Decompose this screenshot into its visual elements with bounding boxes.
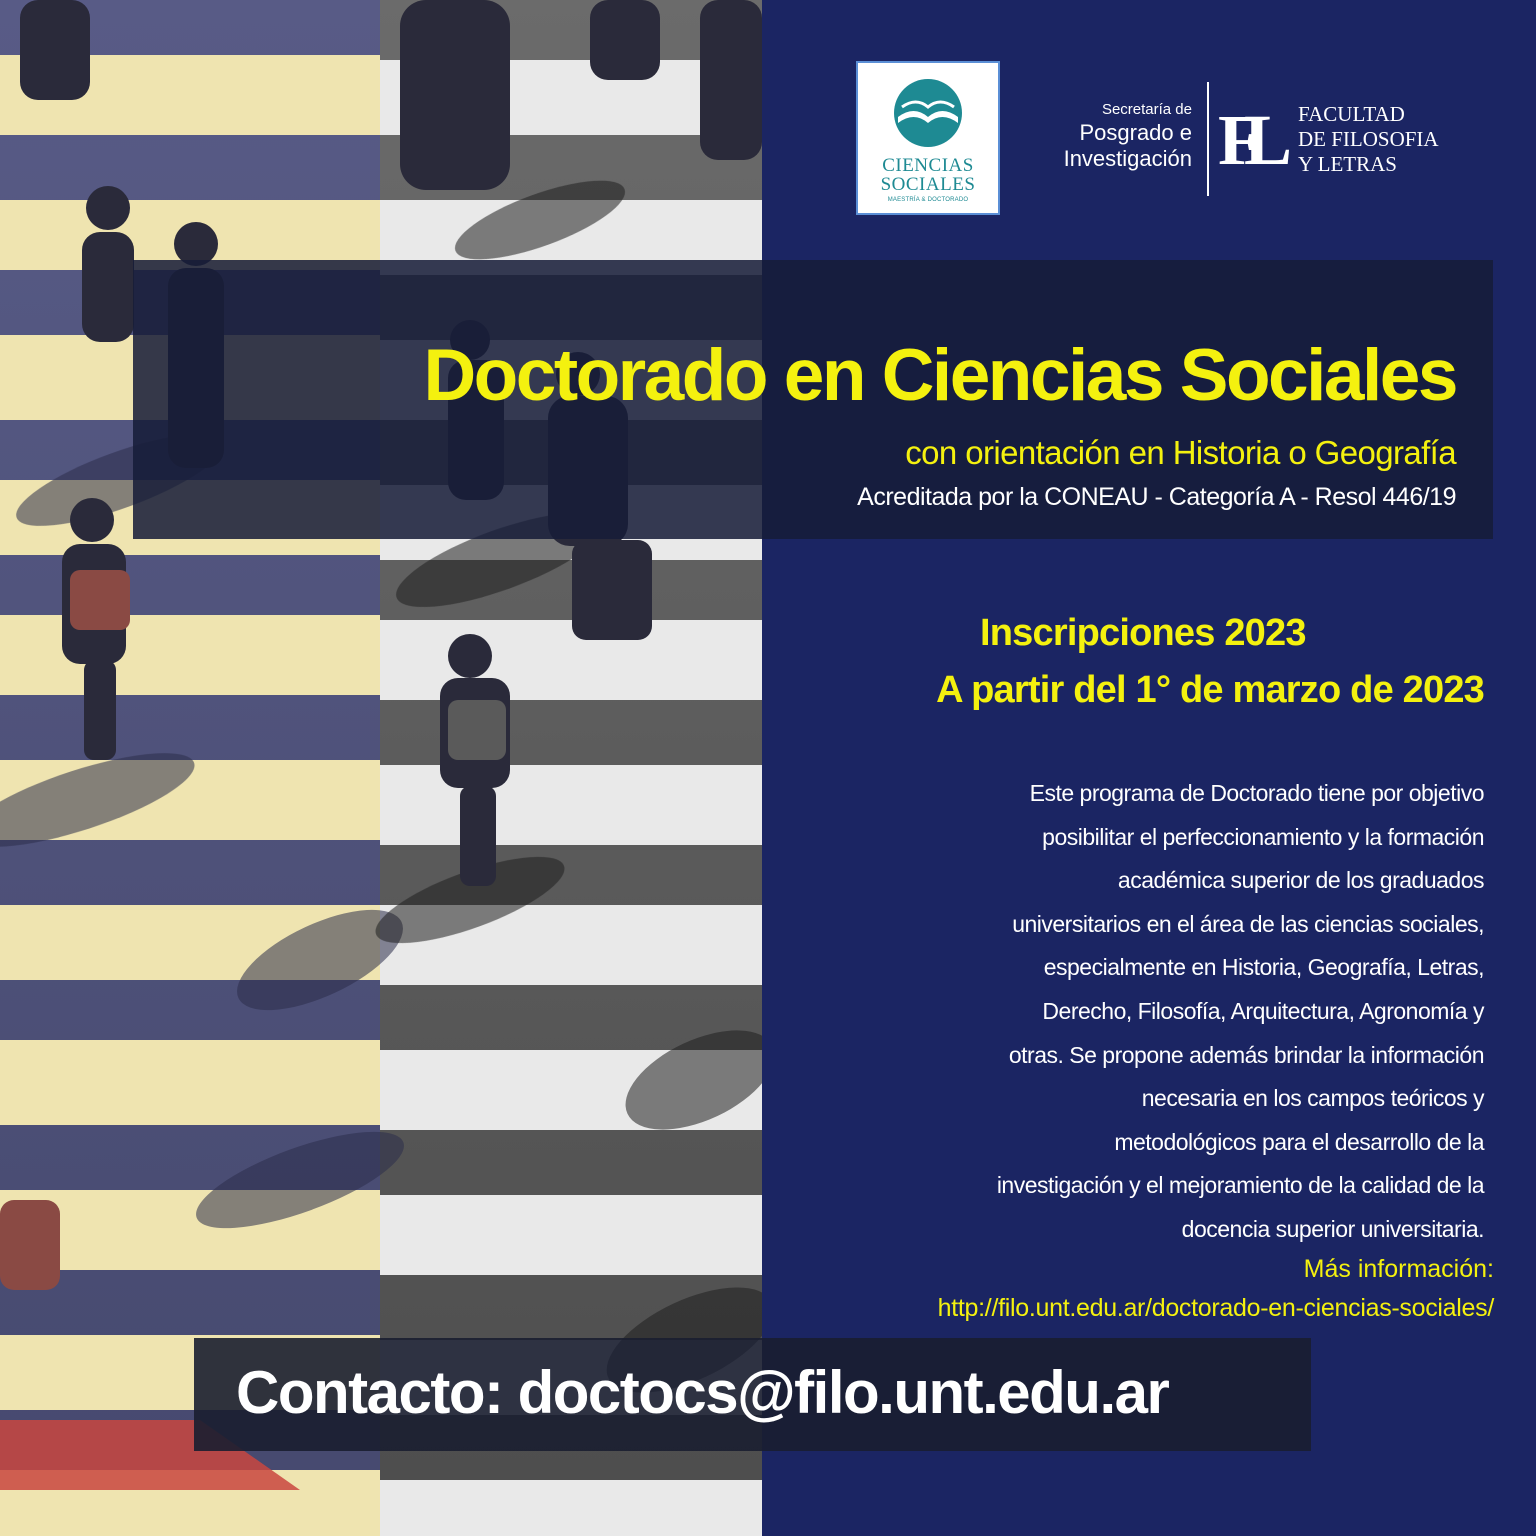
- contact-email[interactable]: Contacto: doctocs@filo.unt.edu.ar: [236, 1359, 1169, 1426]
- secretaria-line1: Secretaría de: [1101, 101, 1192, 118]
- crosswalk-photo: [0, 0, 762, 1536]
- secretaria-line3: Investigación: [1063, 146, 1192, 171]
- description-line: investigación y el mejoramiento de la calidad de la: [996, 1172, 1484, 1199]
- inscripciones-date: A partir del 1° de marzo de 2023: [936, 669, 1484, 711]
- more-info-label: Más información:: [1303, 1255, 1494, 1283]
- logo-divider: [1207, 82, 1209, 196]
- more-info-link[interactable]: http://filo.unt.edu.ar/doctorado-en-ciencias-sociales/: [937, 1294, 1494, 1322]
- program-description: [864, 772, 1484, 1252]
- inscripciones-heading: Inscripciones 2023: [980, 612, 1306, 654]
- description-line: Este programa de Doctorado tiene por objetivo: [1029, 780, 1484, 806]
- logo-line-sociales: SOCIALES: [880, 174, 976, 195]
- description-line: metodológicos para el desarrollo de la: [1114, 1128, 1484, 1155]
- facultad-line1: FACULTAD: [1298, 102, 1405, 126]
- secretaria-logo: [1040, 100, 1192, 172]
- description-line: docencia superior universitaria.: [1181, 1215, 1484, 1242]
- secretaria-line2: Posgrado e: [1079, 120, 1192, 145]
- description-line: académica superior de los graduados: [1117, 867, 1484, 894]
- logo-line-maestria: MAESTRÍA & DOCTORADO: [887, 197, 969, 203]
- description-line: Derecho, Filosofía, Arquitectura, Agronomía y: [1042, 997, 1484, 1024]
- crosswalk-pedestrians-photo: [0, 0, 762, 1536]
- description-line: posibilitar el perfeccionamiento y la formación: [1042, 823, 1484, 850]
- logo-line-ciencias: CIENCIAS: [882, 155, 974, 176]
- description-line: necesaria en los campos teóricos y: [1141, 1085, 1484, 1112]
- page-subtitle: con orientación en Historia o Geografía: [905, 434, 1456, 471]
- description-line: universitarios en el área de las ciencias sociales,: [1012, 910, 1484, 937]
- page-title: Doctorado en Ciencias Sociales: [423, 335, 1456, 416]
- book-globe-emblem-icon: [892, 77, 964, 149]
- facultad-monogram: FL: [1218, 100, 1275, 180]
- description-line: especialmente en Historia, Geografía, Letras,: [1043, 954, 1484, 981]
- facultad-logo: [1298, 102, 1439, 177]
- accreditation-text: Acreditada por la CONEAU - Categoría A - Resol 446/19: [857, 483, 1456, 511]
- facultad-line3: Y LETRAS: [1298, 152, 1397, 176]
- facultad-line2: DE FILOSOFIA: [1298, 127, 1439, 151]
- description-line: otras. Se propone además brindar la información: [1008, 1041, 1484, 1068]
- ciencias-sociales-logo: [856, 61, 1000, 215]
